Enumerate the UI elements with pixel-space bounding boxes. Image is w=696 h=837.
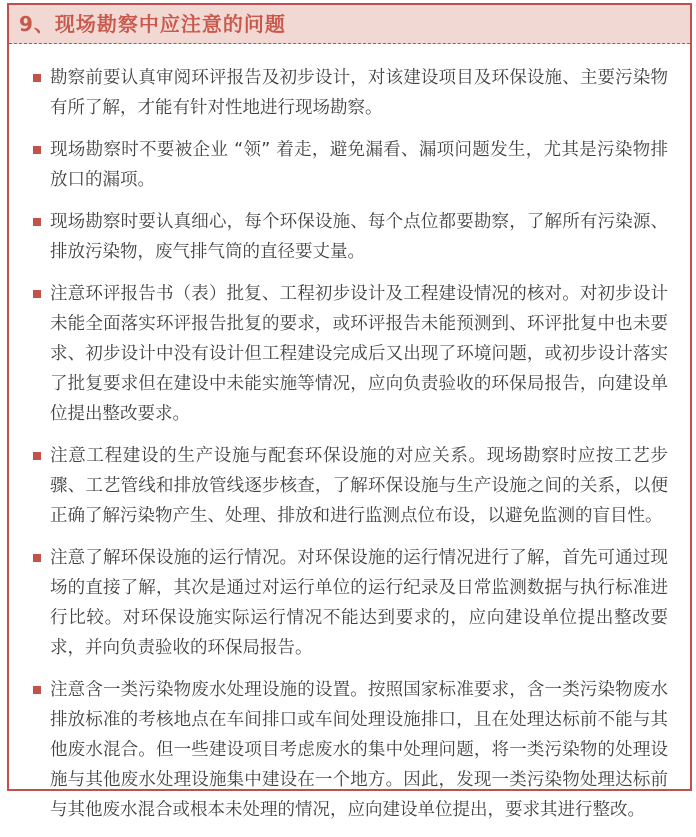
bullet-text: 现场勘察时要认真细心，每个环保设施、每个点位都要勘察，了解所有污染源、排放污染物，废气排气筒的直径要丈量。 <box>50 212 668 262</box>
list-item <box>33 63 668 123</box>
square-bullet-icon <box>33 290 41 298</box>
page-title: 9、现场勘察中应注意的问题 <box>19 12 286 36</box>
square-bullet-icon <box>33 74 41 82</box>
bullet-text: 注意工程建设的生产设施与配套环保设施的对应关系。现场勘察时应按工艺步骤、工艺管线和排放管线逐步核查，了解环保设施与生产设施之间的关系，以便正确了解污染物产生、处理、排放和进行监测点位布设，以避免监测的盲目性。 <box>50 446 668 526</box>
bullet-text: 勘察前要认真审阅环评报告及初步设计，对该建设项目及环保设施、主要污染物有所了解，才能有针对性地进行现场勘察。 <box>50 68 668 118</box>
square-bullet-icon <box>33 452 41 460</box>
square-bullet-icon <box>33 146 41 154</box>
bullet-text: 注意环评报告书（表）批复、工程初步设计及工程建设情况的核对。对初步设计未能全面落实环评报告批复的要求，或环评报告未能预测到、环评批复中也未要求、初步设计中没有设计但工程建设完成后又出现了环境问题，或初步设计落实了批复要求但在建设中未能实施等情况，应向负责验收的环保局报告，向建设单位提出整改要求。 <box>50 284 668 424</box>
list-item <box>33 207 668 267</box>
list-item <box>33 675 668 825</box>
bullet-text: 注意含一类污染物废水处理设施的设置。按照国家标准要求，含一类污染物废水排放标准的考核地点在车间排口或车间处理设施排口，且在处理达标前不能与其他废水混合。但一些建设项目考虑废水的集中处理问题，将一类污染物的处理设施与其他废水处理设施集中建设在一个地方。因此，发现一类污染物处理达标前与其他废水混合或根本未处理的情况，应向建设单位提出，要求其进行整改。 <box>50 680 668 820</box>
bullet-text: 注意了解环保设施的运行情况。对环保设施的运行情况进行了解，首先可通过现场的直接了解，其次是通过对运行单位的运行纪录及日常监测数据与执行标准进行比较。对环保设施实际运行情况不能达到要求的，应向建设单位提出整改要求，并向负责验收的环保局报告。 <box>50 548 668 658</box>
square-bullet-icon <box>33 686 41 694</box>
square-bullet-icon <box>33 218 41 226</box>
section-header <box>9 5 690 44</box>
list-item <box>33 279 668 429</box>
page-frame <box>7 3 692 820</box>
square-bullet-icon <box>33 554 41 562</box>
list-item <box>33 543 668 663</box>
bullet-list <box>33 63 668 825</box>
page-content <box>9 44 690 837</box>
bullet-text: 现场勘察时不要被企业 “领” 着走，避免漏看、漏项问题发生，尤其是污染物排放口的漏项。 <box>50 140 668 190</box>
list-item <box>33 135 668 195</box>
list-item <box>33 441 668 531</box>
